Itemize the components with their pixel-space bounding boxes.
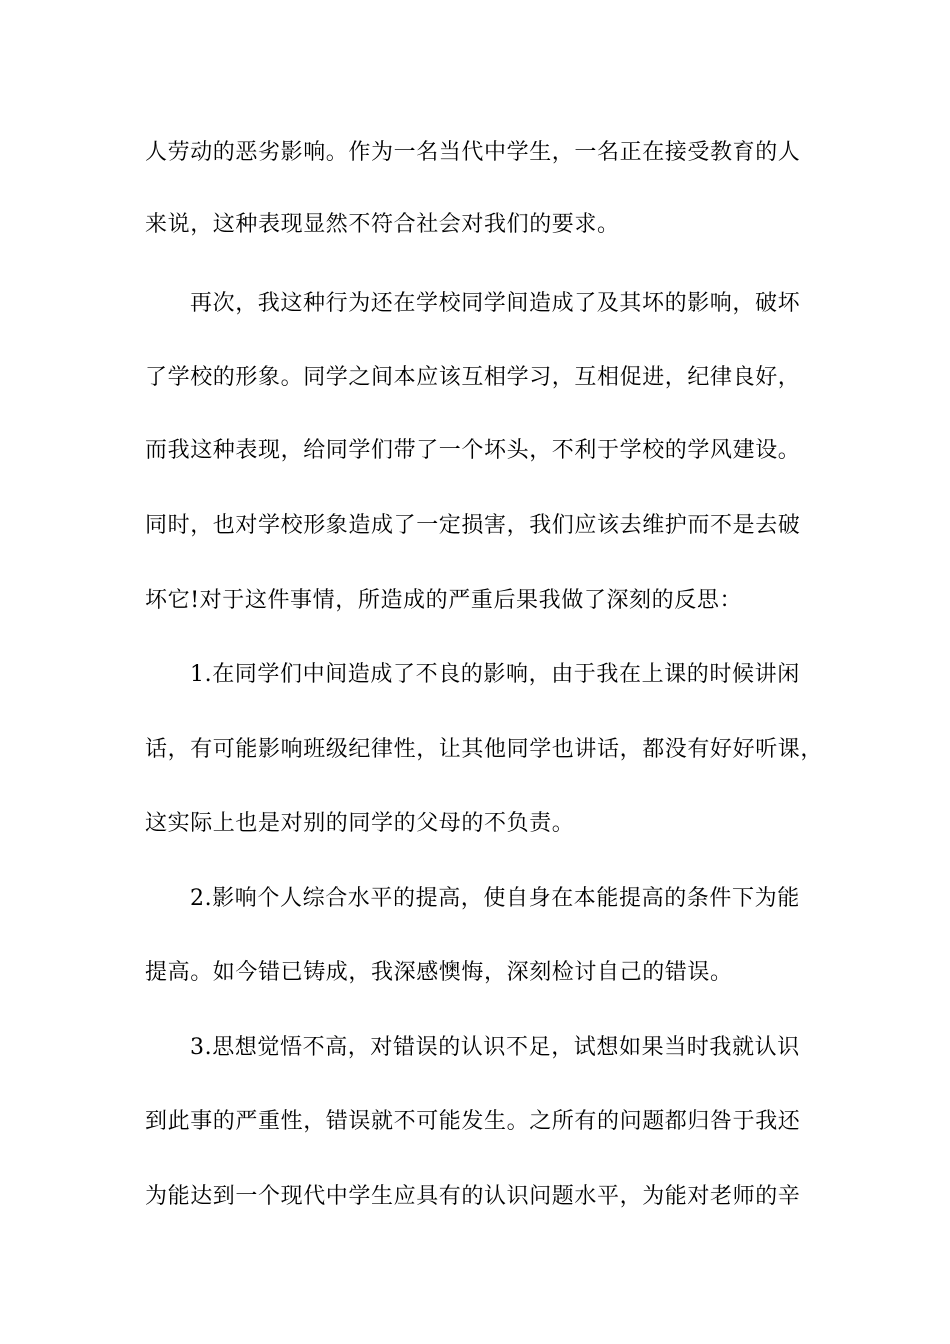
list-item-3-line: 3.思想觉悟不高，对错误的认识不足，试想如果当时我就认识 xyxy=(190,1035,800,1060)
text-line: 了学校的形象。同学之间本应该互相学习，互相促进，纪律良好， xyxy=(145,365,801,390)
text-line: 坏它!对于这件事情，所造成的严重后果我做了深刻的反思： xyxy=(145,588,743,613)
text-line: 人劳动的恶劣影响。作为一名当代中学生，一名正在接受教育的人 xyxy=(145,140,801,165)
text-line: 这实际上也是对别的同学的父母的不负责。 xyxy=(145,811,575,836)
text-line: 来说，这种表现显然不符合社会对我们的要求。 xyxy=(145,212,620,237)
text-line: 而我这种表现，给同学们带了一个坏头，不利于学校的学风建设。 xyxy=(145,438,801,463)
text-line: 同时，也对学校形象造成了一定损害，我们应该去维护而不是去破 xyxy=(145,513,801,538)
list-item-1-line: 1.在同学们中间造成了不良的影响，由于我在上课的时候讲闲 xyxy=(190,662,800,687)
list-item-2-line: 2.影响个人综合水平的提高，使自身在本能提高的条件下为能 xyxy=(190,886,800,911)
text-line: 话，有可能影响班级纪律性，让其他同学也讲话，都没有好好听课， xyxy=(145,737,824,762)
paragraph-start-line: 再次，我这种行为还在学校同学间造成了及其坏的影响，破坏 xyxy=(190,291,801,316)
text-line: 提高。如今错已铸成，我深感懊悔，深刻检讨自己的错误。 xyxy=(145,960,733,985)
text-line: 为能达到一个现代中学生应具有的认识问题水平，为能对老师的辛 xyxy=(145,1184,801,1209)
text-line: 到此事的严重性，错误就不可能发生。之所有的问题都归咎于我还 xyxy=(145,1109,801,1134)
